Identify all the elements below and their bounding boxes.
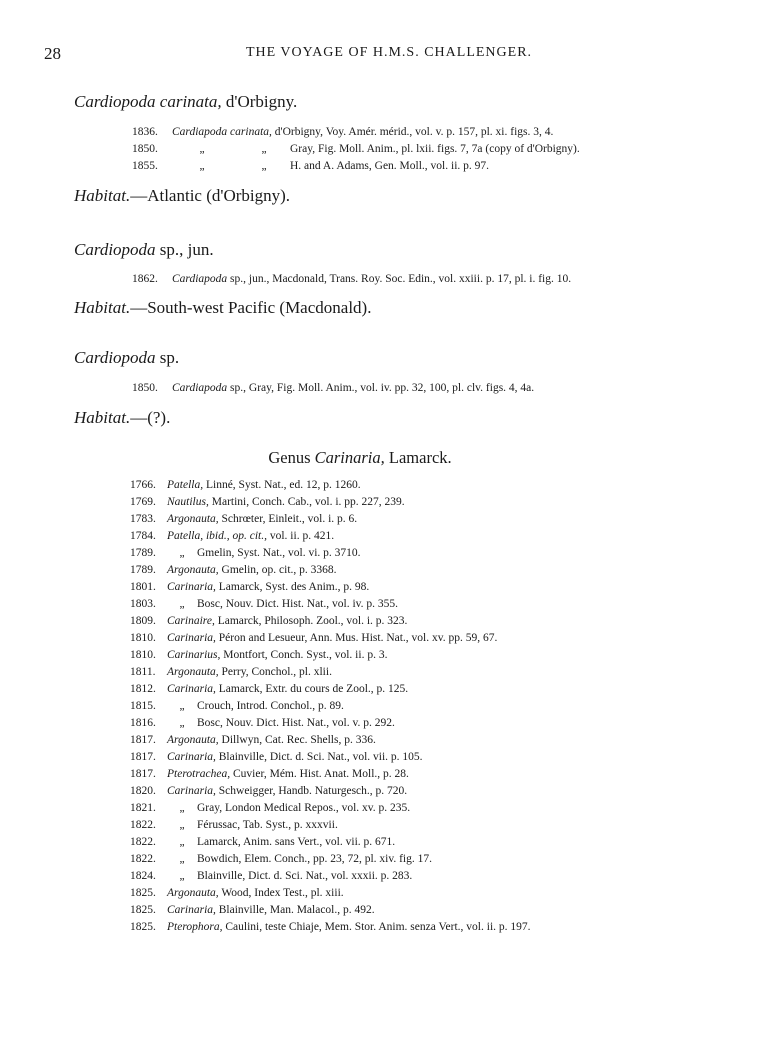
genus-author: Lamarck.	[384, 448, 452, 467]
reference-line: 1855. „ „ H. and A. Adams, Gen. Moll., vol. ii. p. 97.	[132, 158, 489, 175]
species-name: Cardiopoda	[74, 348, 156, 367]
reference-text: Blainville, Dict. d. Sci. Nat., vol. vii. p. 105.	[215, 751, 423, 763]
reference-text: Linné, Syst. Nat., ed. 12, p. 1260.	[203, 479, 361, 491]
reference-line	[130, 477, 730, 494]
reference-text: Caulini, teste Chiaje, Mem. Stor. Anim. senza Vert., vol. ii. p. 197.	[222, 921, 531, 933]
reference-year: 1821.	[130, 802, 156, 814]
reference-text: Bowdich, Elem. Conch., pp. 23, 72, pl. xiv. fig. 17.	[197, 853, 432, 865]
species-author: sp., jun.	[155, 240, 214, 259]
habitat-label: Habitat.	[74, 186, 131, 205]
species-author: d'Orbigny.	[221, 92, 298, 111]
reference-year: 1825.	[130, 904, 156, 916]
ditto-mark: „	[199, 143, 205, 155]
reference-line	[130, 715, 730, 732]
reference-text: Lamarck, Syst. des Anim., p. 98.	[215, 581, 370, 593]
reference-text: Péron and Lesueur, Ann. Mus. Hist. Nat., vol. xv. pp. 59, 67.	[215, 632, 498, 644]
species-author: sp.	[155, 348, 180, 367]
reference-line: 1850. Cardiapoda sp., Gray, Fig. Moll. Anim., vol. iv. pp. 32, 100, pl. clv. figs. 4, 4a.	[132, 382, 535, 394]
page-header	[44, 44, 734, 66]
reference-text: Gmelin, Syst. Nat., vol. vi. p. 3710.	[197, 547, 361, 559]
reference-year: 1824.	[130, 870, 156, 882]
reference-genus: Pterotrachea,	[167, 768, 231, 780]
reference-line	[130, 885, 730, 902]
reference-year: 1810.	[130, 632, 156, 644]
reference-text: Gmelin, op. cit., p. 3368.	[218, 564, 337, 576]
reference-genus: Argonauta,	[167, 513, 219, 525]
reference-genus: Patella,	[167, 479, 204, 491]
reference-line	[130, 817, 730, 834]
habitat-line	[74, 298, 371, 318]
genus-reference-list	[130, 477, 730, 936]
reference-year: 1783.	[130, 513, 156, 525]
genus-heading	[0, 448, 720, 468]
reference-year: 1820.	[130, 785, 156, 797]
reference-line: 1836. Cardiapoda carinata, d'Orbigny, Voy. Amér. mérid., vol. v. p. 157, pl. xi. figs. 3, 4.	[132, 126, 554, 138]
reference-line	[130, 800, 730, 817]
species-name: Cardiopoda carinata,	[74, 92, 222, 111]
ditto-mark: „	[179, 700, 185, 712]
ditto-mark: „	[179, 717, 185, 729]
reference-text: Blainville, Man. Malacol., p. 492.	[215, 904, 375, 916]
reference-year: 1815.	[130, 700, 156, 712]
reference-genus: Carinaire,	[167, 615, 215, 627]
reference-genus: Nautilus,	[167, 496, 209, 508]
reference-year: 1817.	[130, 768, 156, 780]
reference-text: Martini, Conch. Cab., vol. i. pp. 227, 239.	[208, 496, 405, 508]
reference-year: 1789.	[130, 564, 156, 576]
reference-text: Perry, Conchol., pl. xlii.	[218, 666, 332, 678]
reference-year: 1817.	[130, 751, 156, 763]
reference-line	[130, 783, 730, 800]
running-title: THE VOYAGE OF H.M.S. CHALLENGER.	[245, 45, 533, 60]
reference-line	[130, 919, 730, 936]
reference-genus: Patella, ibid., op. cit.,	[167, 530, 267, 542]
reference-text: Bosc, Nouv. Dict. Hist. Nat., vol. iv. p. 355.	[197, 598, 399, 610]
reference-year: 1784.	[130, 530, 156, 542]
reference-year: 1816.	[130, 717, 156, 729]
reference-genus: Argonauta,	[167, 564, 219, 576]
reference-text: Crouch, Introd. Conchol., p. 89.	[197, 700, 344, 712]
habitat-label: Habitat.	[74, 298, 131, 317]
reference-line: 1862. Cardiapoda sp., jun., Macdonald, Trans. Roy. Soc. Edin., vol. xxiii. p. 17, pl. i. fig. 10.	[132, 273, 572, 285]
reference-text: Lamarck, Philosoph. Zool., vol. i. p. 323.	[214, 615, 408, 627]
reference-line	[130, 613, 730, 630]
species-heading	[74, 240, 214, 260]
habitat-label: Habitat.	[74, 408, 131, 427]
ditto-mark: „	[179, 819, 185, 831]
reference-line	[130, 596, 730, 613]
reference-text: vol. ii. p. 421.	[266, 530, 335, 542]
reference-year: 1812.	[130, 683, 156, 695]
reference-genus: Pterophora,	[167, 921, 223, 933]
reference-line	[130, 579, 730, 596]
reference-line	[130, 647, 730, 664]
reference-line	[130, 511, 730, 528]
reference-genus: Carinaria,	[167, 581, 216, 593]
ditto-mark: „	[261, 160, 267, 172]
reference-year: 1825.	[130, 887, 156, 899]
reference-line	[130, 868, 730, 885]
ditto-mark: „	[179, 853, 185, 865]
reference-year: 1769.	[130, 496, 156, 508]
reference-genus: Carinaria,	[167, 632, 216, 644]
reference-genus: Argonauta,	[167, 887, 219, 899]
reference-line	[130, 494, 730, 511]
reference-line: 1850. „ „ Gray, Fig. Moll. Anim., pl. lxii. figs. 7, 7a (copy of d'Orbigny).	[132, 141, 580, 158]
reference-year: 1766.	[130, 479, 156, 491]
reference-text: Lamarck, Anim. sans Vert., vol. vii. p. 671.	[197, 836, 396, 848]
reference-year: 1811.	[130, 666, 156, 678]
reference-text: Montfort, Conch. Syst., vol. ii. p. 3.	[220, 649, 388, 661]
page-number: 28	[44, 44, 61, 63]
reference-year: 1822.	[130, 853, 156, 865]
reference-line	[130, 851, 730, 868]
habitat-line	[74, 408, 170, 428]
reference-genus: Argonauta,	[167, 666, 219, 678]
ditto-mark: „	[179, 870, 185, 882]
reference-line	[130, 630, 730, 647]
reference-year: 1803.	[130, 598, 156, 610]
reference-line	[130, 732, 730, 749]
ditto-mark: „	[199, 160, 205, 172]
reference-year: 1822.	[130, 836, 156, 848]
reference-genus: Carinaria,	[167, 751, 216, 763]
reference-year: 1825.	[130, 921, 156, 933]
reference-text: Dillwyn, Cat. Rec. Shells, p. 336.	[218, 734, 376, 746]
reference-year: 1822.	[130, 819, 156, 831]
ditto-mark: „	[179, 598, 185, 610]
reference-line	[130, 698, 730, 715]
reference-year: 1801.	[130, 581, 156, 593]
reference-genus: Carinaria,	[167, 785, 216, 797]
reference-text: Bosc, Nouv. Dict. Hist. Nat., vol. v. p. 292.	[197, 717, 395, 729]
reference-line	[130, 766, 730, 783]
reference-line	[130, 664, 730, 681]
reference-genus: Carinarius,	[167, 649, 221, 661]
reference-year: 1817.	[130, 734, 156, 746]
habitat-text: —(?).	[130, 408, 171, 427]
genus-prefix: Genus	[268, 448, 315, 467]
ditto-mark: „	[179, 836, 185, 848]
genus-name: Carinaria,	[314, 448, 385, 467]
species-name: Cardiopoda	[74, 240, 156, 259]
reference-text: Gray, London Medical Repos., vol. xv. p. 235.	[197, 802, 411, 814]
habitat-line	[74, 186, 290, 206]
reference-text: Blainville, Dict. d. Sci. Nat., vol. xxxii. p. 283.	[197, 870, 413, 882]
reference-line	[130, 834, 730, 851]
reference-text: Férussac, Tab. Syst., p. xxxvii.	[197, 819, 338, 831]
reference-text: Schweigger, Handb. Naturgesch., p. 720.	[215, 785, 408, 797]
reference-text: Schrœter, Einleit., vol. i. p. 6.	[218, 513, 358, 525]
reference-text: Cuvier, Mém. Hist. Anat. Moll., p. 28.	[230, 768, 409, 780]
reference-year: 1809.	[130, 615, 156, 627]
reference-year: 1810.	[130, 649, 156, 661]
reference-genus: Carinaria,	[167, 904, 216, 916]
habitat-text: —South-west Pacific (Macdonald).	[130, 298, 372, 317]
habitat-text: —Atlantic (d'Orbigny).	[130, 186, 291, 205]
ditto-mark: „	[179, 802, 185, 814]
reference-genus: Carinaria,	[167, 683, 216, 695]
species-heading	[74, 92, 297, 112]
ditto-mark: „	[261, 143, 267, 155]
reference-line	[130, 562, 730, 579]
reference-text: Lamarck, Extr. du cours de Zool., p. 125.	[215, 683, 409, 695]
reference-line	[130, 528, 730, 545]
reference-text: Wood, Index Test., pl. xiii.	[218, 887, 344, 899]
reference-year: 1789.	[130, 547, 156, 559]
ditto-mark: „	[179, 547, 185, 559]
reference-line	[130, 749, 730, 766]
reference-line	[130, 681, 730, 698]
species-heading	[74, 348, 179, 368]
reference-genus: Argonauta,	[167, 734, 219, 746]
reference-line	[130, 902, 730, 919]
reference-line	[130, 545, 730, 562]
